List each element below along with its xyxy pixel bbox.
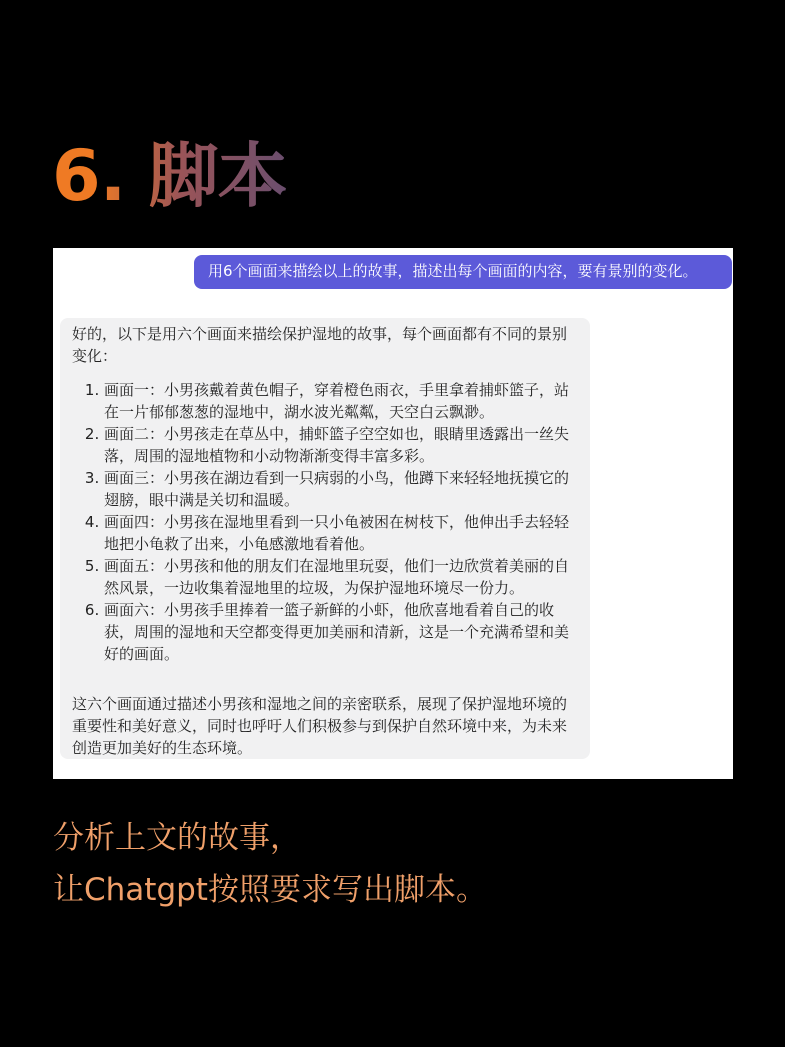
- scene-item: 2. 画面二：小男孩走在草丛中，捕虾篮子空空如也，眼睛里透露出一丝失落，周围的湿地植物和小动物渐渐变得丰富多彩。: [104, 423, 576, 467]
- scene-list: [72, 379, 576, 665]
- scene-item: 5. 画面五：小男孩和他的朋友们在湿地里玩耍，他们一边欣赏着美丽的自然风景，一边收集着湿地里的垃圾，为保护湿地环境尽一份力。: [104, 555, 576, 599]
- scene-item: 6. 画面六：小男孩手里捧着一篮子新鲜的小虾，他欣喜地看着自己的收获，周围的湿地和天空都变得更加美丽和清新，这是一个充满希望和美好的画面。: [104, 599, 576, 665]
- caption-line-1: 分析上文的故事，: [53, 820, 301, 856]
- scene-item: 1. 画面一：小男孩戴着黄色帽子，穿着橙色雨衣，手里拿着捕虾篮子，站在一片郁郁葱葱的湿地中，湖水波光粼粼，天空白云飘渺。: [104, 379, 576, 423]
- page-title: 6. 脚本: [52, 128, 287, 224]
- caption-line-2: 让Chatgpt按照要求写出脚本。: [53, 872, 487, 908]
- scene-item: 4. 画面四：小男孩在湿地里看到一只小龟被困在树枝下，他伸出手去轻轻地把小龟救了出来，小龟感激地看着他。: [104, 511, 576, 555]
- user-message-bubble: 用6个画面来描绘以上的故事，描述出每个画面的内容，要有景别的变化。: [194, 255, 732, 289]
- assistant-message-bubble: [60, 318, 590, 759]
- chat-screenshot: [53, 248, 733, 779]
- assistant-intro-text: 好的，以下是用六个画面来描绘保护湿地的故事，每个画面都有不同的景别变化：: [72, 325, 568, 365]
- scene-item: 3. 画面三：小男孩在湖边看到一只病弱的小鸟，他蹲下来轻轻地抚摸它的翅膀，眼中满是关切和温暖。: [104, 467, 576, 511]
- caption-block: [53, 812, 487, 916]
- assistant-outro-text: 这六个画面通过描述小男孩和湿地之间的亲密联系，展现了保护湿地环境的重要性和美好意义，同时也呼吁人们积极参与到保护自然环境中来，为未来创造更加美好的生态环境。: [72, 695, 568, 757]
